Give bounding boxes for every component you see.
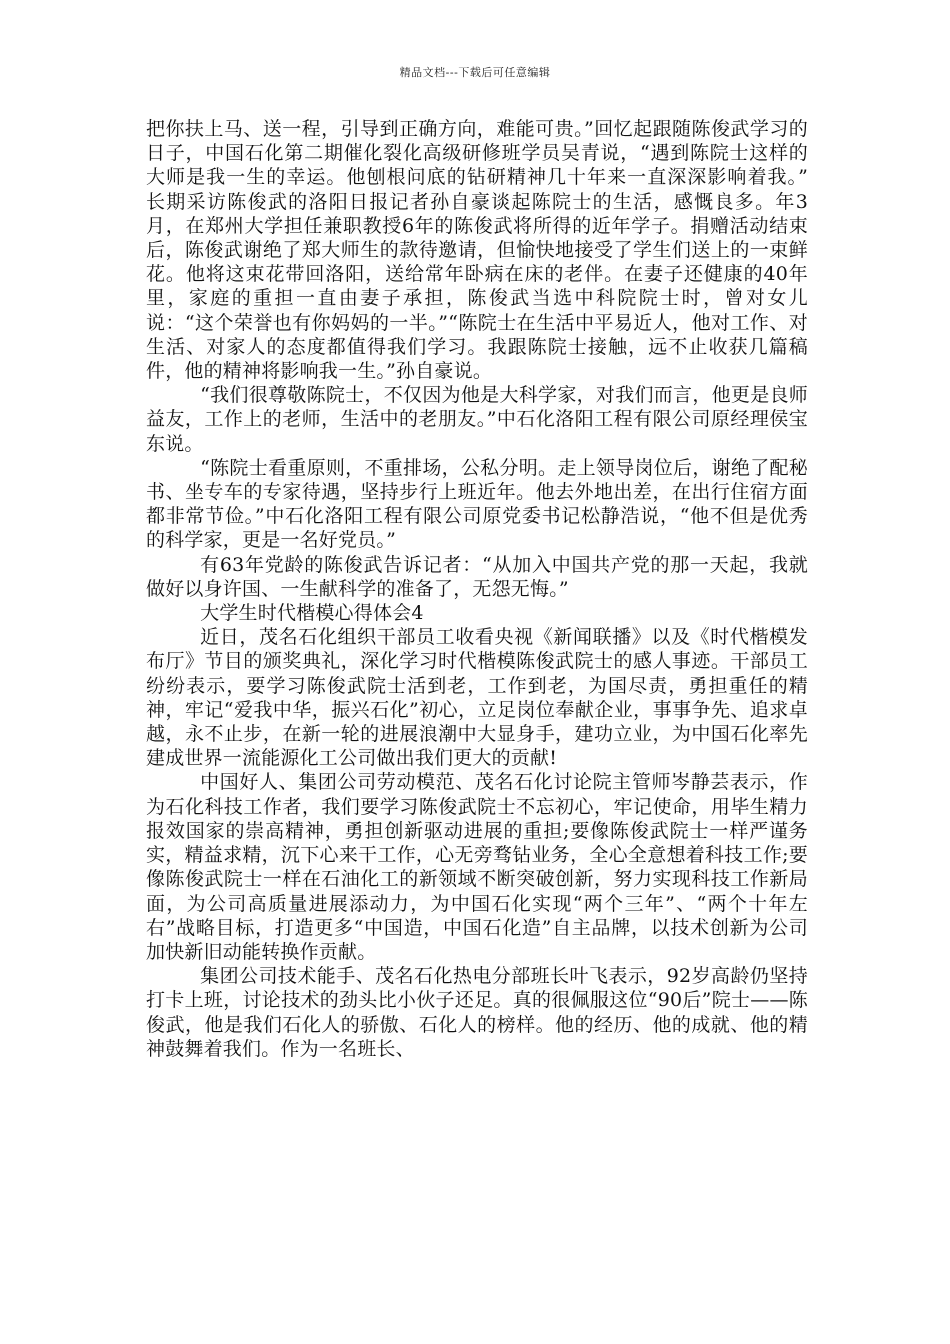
paragraph: 中国好人、集团公司劳动模范、茂名石化讨论院主管师岑静芸表示，作为石化科技工作者，我们要学习陈俊武院士不忘初心，牢记使命，用毕生精力报效国家的崇高精神，勇担创新驱动进展的重担;要像陈俊武院士一样严谨务实，精益求精，沉下心来干工作，心无旁骛钻业务，全心全意想着科技工作;要像陈俊武院士一样在石油化工的新领域不断突破创新，努力实现科技工作新局面，为公司高质量进展添动力，为中国石化实现“两个三年”、“两个十年左右”战略目标，打造更多“中国造，中国石化造”自主品牌，以技术创新为公司加快新旧动能转换作贡献。	[146, 771, 808, 963]
paragraph: 有63年党龄的陈俊武告诉记者：“从加入中国共产党的那一天起，我就做好以身许国、一生献科学的准备了，无怨无悔。”	[146, 553, 808, 600]
page-header: 精品文档---下载后可任意编辑	[399, 66, 551, 79]
paragraph: “陈院士看重原则，不重排场，公私分明。走上领导岗位后，谢绝了配秘书、坐专车的专家待遇，坚持步行上班近年。他去外地出差，在出行住宿方面都非常节俭。”中石化洛阳工程有限公司原党委书记松静浩说，“他不但是优秀的科学家，更是一名好党员。”	[146, 456, 808, 552]
paragraph: 集团公司技术能手、茂名石化热电分部班长叶飞表示，92岁高龄仍坚持打卡上班，讨论技术的劲头比小伙子还足。真的很佩服这位“90后”院士——陈俊武，他是我们石化人的骄傲、石化人的榜样。他的经历、他的成就、他的精神鼓舞着我们。作为一名班长、	[146, 965, 808, 1060]
section-heading: 大学生时代楷模心得体会4	[200, 602, 424, 625]
paragraph: “我们很尊敬陈院士，不仅因为他是大科学家，对我们而言，他更是良师益友，工作上的老师，生活中的老朋友。”中石化洛阳工程有限公司原经理侯宝东说。	[146, 384, 808, 455]
paragraph: 把你扶上马、送一程，引导到正确方向，难能可贵。”回忆起跟随陈俊武学习的日子，中国石化第二期催化裂化高级研修班学员吴青说，“遇到陈院士这样的大师是我一生的幸运。他刨根问底的钻研精神几十年来一直深深影响着我。” 长期采访陈俊武的洛阳日报记者孙自豪谈起陈院士的生活，感慨良多。年3月，在郑州大学担任兼职教授6年的陈俊武将所得的近年学子。捐赠活动结束后，陈俊武谢绝了郑大师生的款待邀请，但愉快地接受了学生们送上的一束鲜花。他将这束花带回洛阳，送给常年卧病在床的老伴。在妻子还健康的40年里，家庭的重担一直由妻子承担，陈俊武当选中科院院士时，曾对女儿说：“这个荣誉也有你妈妈的一半。”“陈院士在生活中平易近人，他对工作、对生活、对家人的态度都值得我们学习。我跟陈院士接触，远不止收获几篇稿件，他的精神将影响我一生。”孙自豪说。	[146, 118, 847, 383]
document-body	[146, 117, 847, 1061]
paragraph: 近日，茂名石化组织干部员工收看央视《新闻联播》以及《时代楷模发布厅》节目的颁奖典礼，深化学习时代楷模陈俊武院士的感人事迹。干部员工纷纷表示，要学习陈俊武院士活到老，工作到老，为国尽责，勇担重任的精神，牢记“爱我中华，振兴石化”初心，立足岗位奉献企业，事事争先、追求卓越，永不止步，在新一轮的进展浪潮中大显身手，建功立业，为中国石化率先建成世界一流能源化工公司做出我们更大的贡献!	[146, 626, 808, 770]
